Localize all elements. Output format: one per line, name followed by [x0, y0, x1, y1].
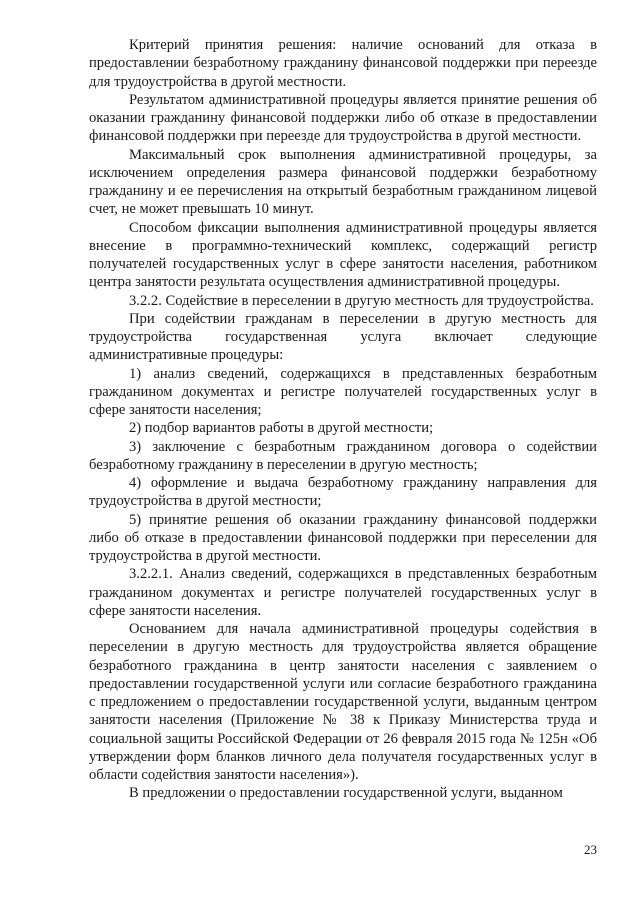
- list-item-3: 3) заключение с безработным гражданином договора о содействии безработному гражданину в переселении в другую местность;: [89, 438, 597, 473]
- paragraph-offer-continued: В предложении о предоставлении государственной услуги, выданном: [129, 785, 563, 802]
- paragraph-recording-method: Способом фиксации выполнения административной процедуры является внесение в программно-технический комплекс, содержащий регистр получателей государственных услуг в сфере занятости населения, работником центра занятости результата осуществления административной процедуры.: [89, 219, 597, 291]
- section-heading-3-2-2: 3.2.2. Содействие в переселении в другую местность для трудоустройства.: [129, 292, 594, 309]
- list-item-1: 1) анализ сведений, содержащихся в представленных безработным гражданином документах и регистре получателей государственных услуг в сфере занятости населения;: [89, 365, 597, 418]
- list-item-4: 4) оформление и выдача безработному гражданину направления для трудоустройства в другой местности;: [89, 475, 597, 510]
- paragraph-refusal-criterion: Критерий принятия решения: наличие оснований для отказа в предоставлении безработному гражданину финансовой поддержки при переезде для трудоустройства в другой местности.: [89, 37, 597, 90]
- section-heading-3-2-2-1: 3.2.2.1. Анализ сведений, содержащихся в представленных безработным гражданином документах и регистре получателей государственных услуг в сфере занятости населения.: [89, 566, 597, 619]
- document-body: [89, 36, 597, 803]
- paragraph-procedure-result: Результатом административной процедуры является принятие решения об оказании гражданину финансовой поддержки либо об отказе в предоставлении финансовой поддержки при переезде для трудоустройства в другой местности.: [89, 91, 597, 145]
- page-number: 23: [584, 842, 597, 857]
- list-item-5: 5) принятие решения об оказании гражданину финансовой поддержки либо об отказе в предоставлении финансовой поддержки при переселении для трудоустройства в другой местности.: [89, 511, 597, 564]
- paragraph-procedure-basis: Основанием для начала административной процедуры содействия в переселении в другую местность для трудоустройства является обращение безработного гражданина в центр занятости населения с заявлением о предоставлении государственной услуги или согласие безработного гражданина с предложением о предоставлении государственной услуги, выданным центром занятости населения (Приложение № 38 к Приказу Министерства труда и социальной защиты Российской Федерации от 26 февраля 2015 года № 125н «Об утверждении форм бланков личного дела получателя государственных услуг в области содействия занятости населения»).: [89, 621, 597, 783]
- paragraph-max-duration: Максимальный срок выполнения административной процедуры, за исключением определения размера финансовой поддержки безработному гражданину и ее перечисления на открытый безработным гражданином лицевой счет, не может превышать 10 минут.: [89, 146, 597, 218]
- paragraph-procedures-intro: При содействии гражданам в переселении в другую местность для трудоустройства государственная услуга включает следующие административные процедуры:: [89, 310, 597, 364]
- list-item-2: 2) подбор вариантов работы в другой местности;: [129, 420, 434, 437]
